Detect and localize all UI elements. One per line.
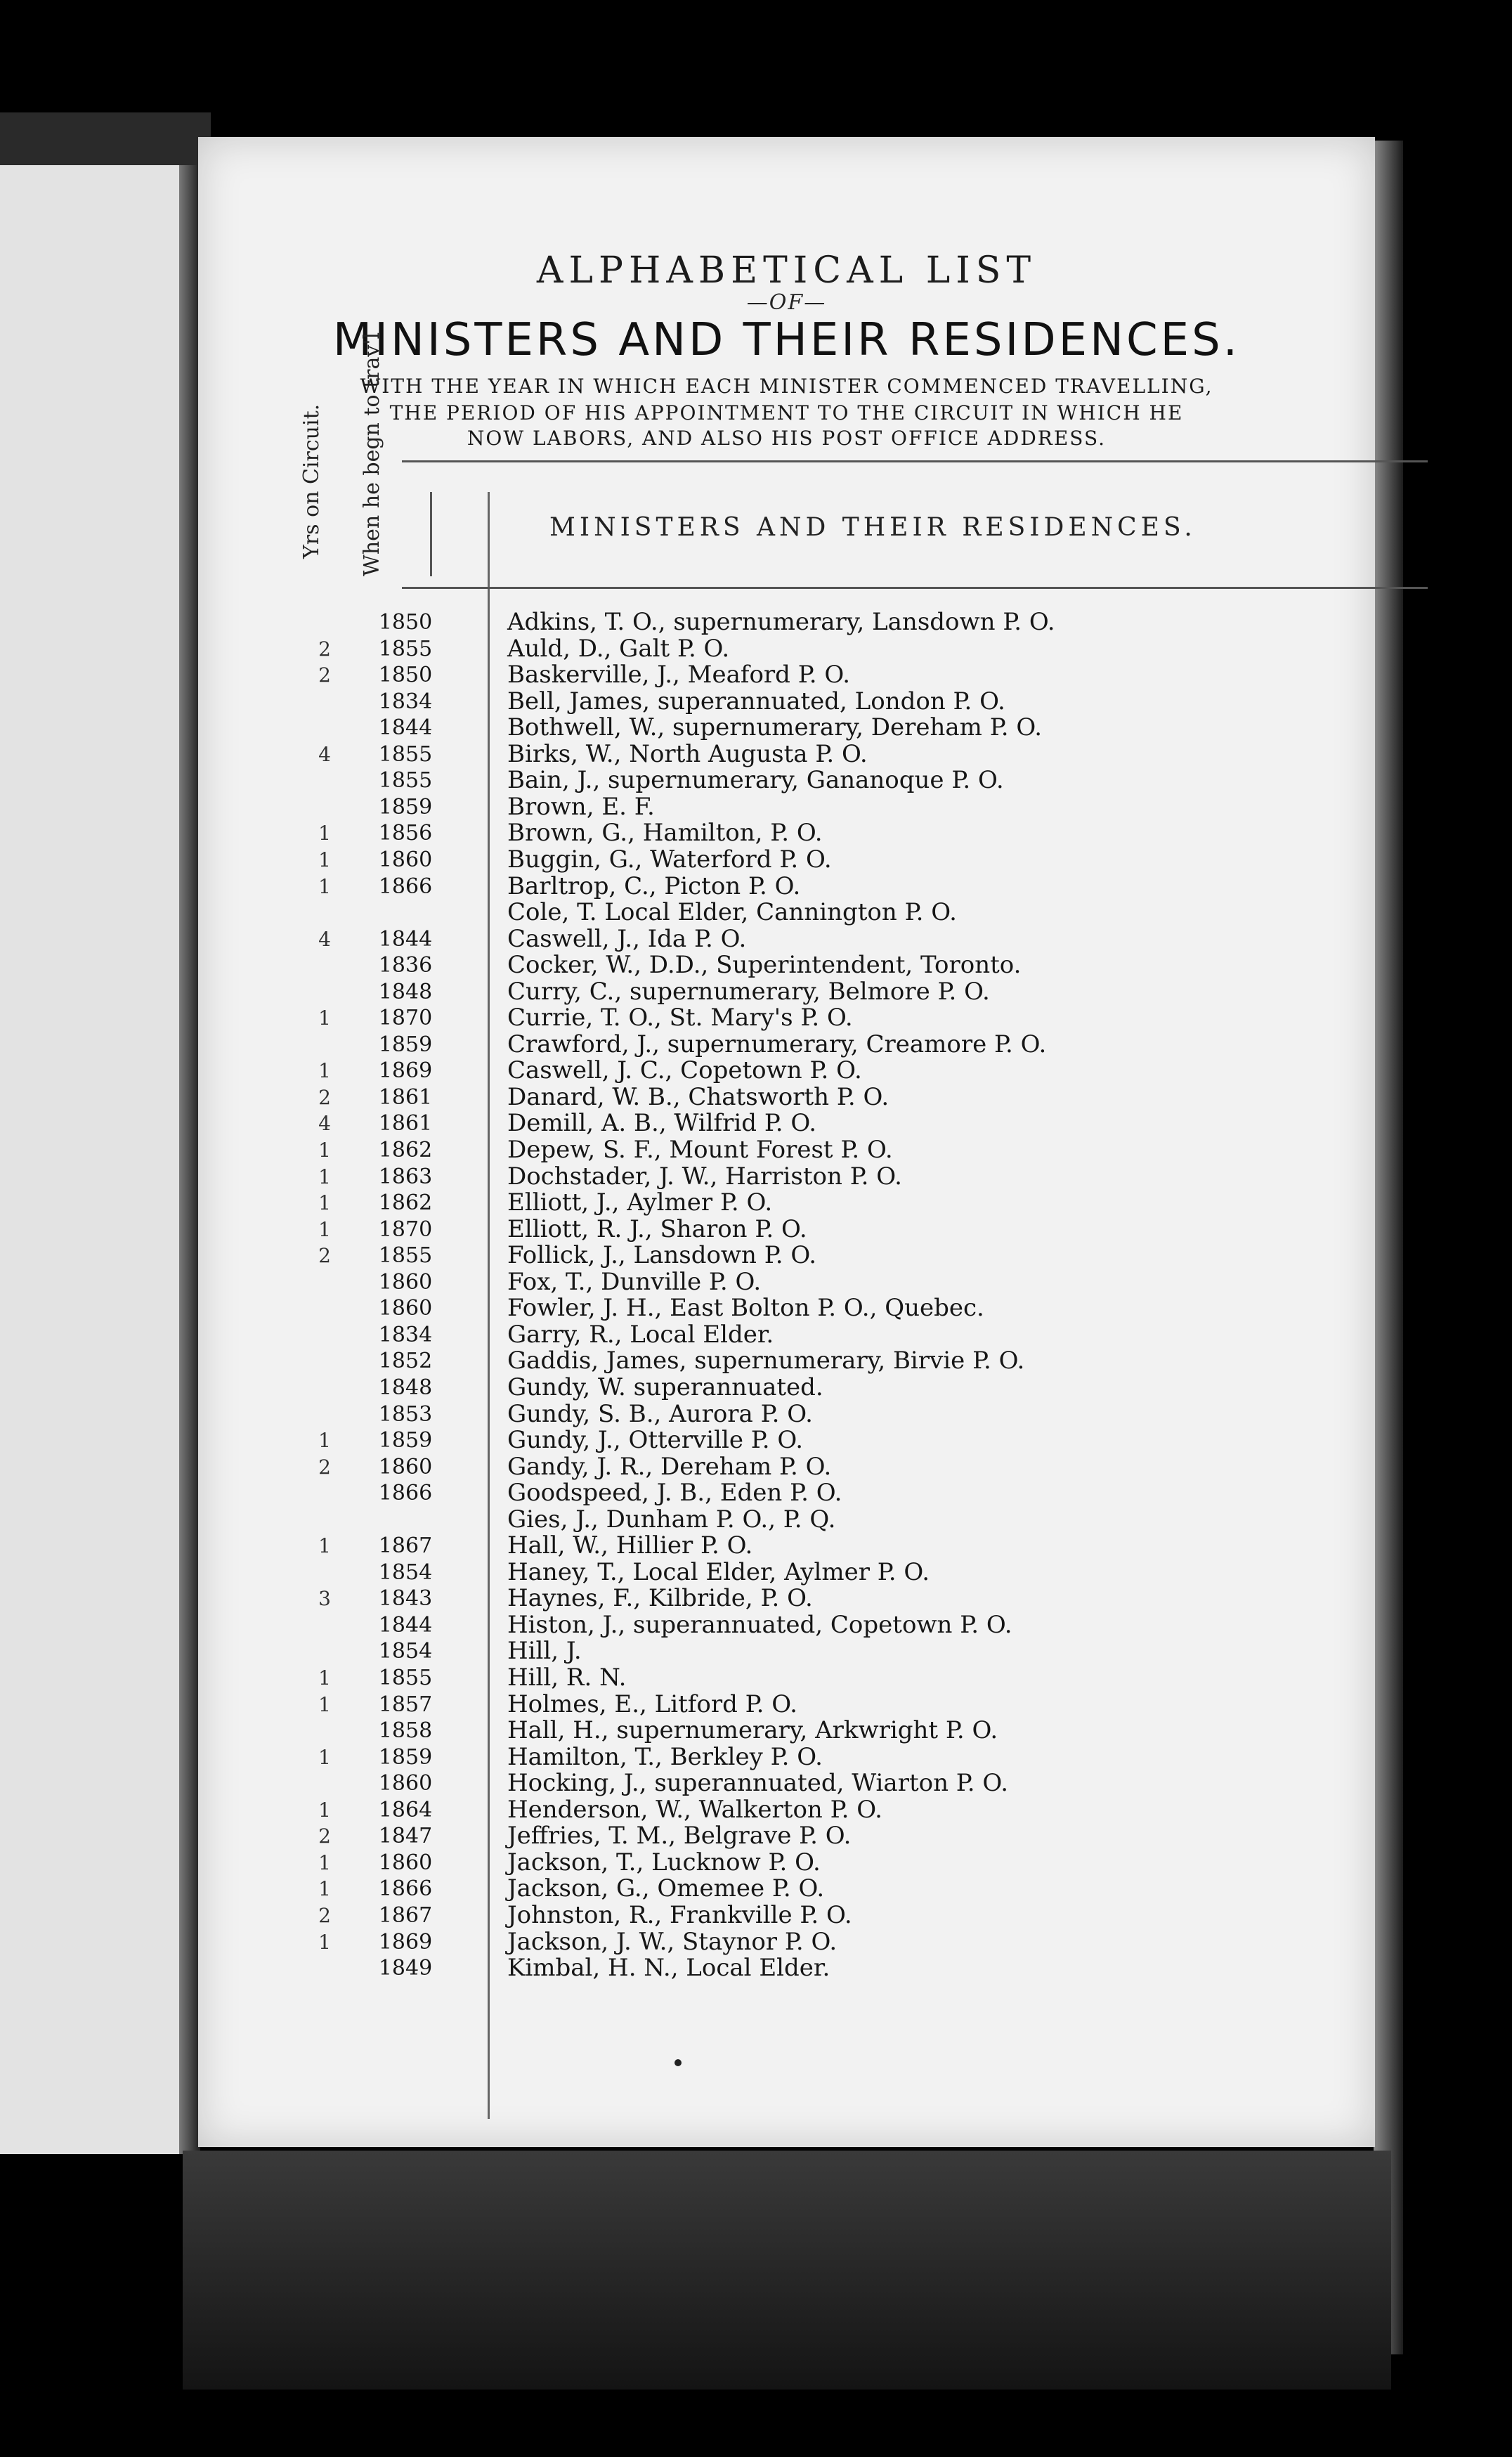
year-began-cell: 1854 [378, 1560, 433, 1585]
year-began-cell: 1860 [378, 1296, 433, 1321]
year-began-cell: 1859 [378, 794, 433, 819]
minister-entry-cell: Auld, D., Galt P. O. [507, 634, 730, 663]
subtitle-line-2: THE PERIOD OF HIS APPOINTMENT TO THE CIRCUIT IN WHICH HE [389, 401, 1184, 424]
table-row [198, 1058, 1375, 1084]
table-row [198, 1137, 1375, 1163]
page-edge-bottom [183, 2151, 1391, 2390]
book-spine [0, 112, 211, 165]
table-row [198, 1032, 1375, 1058]
year-began-cell: 1858 [378, 1718, 433, 1744]
minister-entry-cell: Dochstader, J. W., Harriston P. O. [507, 1162, 902, 1191]
year-began-cell: 1859 [378, 1428, 433, 1453]
page-title: MINISTERS AND THEIR RESIDENCES. [332, 314, 1241, 366]
table-row [198, 1612, 1375, 1638]
minister-entry-cell: Histon, J., superannuated, Copetown P. O. [507, 1610, 1012, 1639]
table-row [198, 636, 1375, 662]
minister-entry-cell: Gundy, S. B., Aurora P. O. [507, 1399, 813, 1428]
table-row [198, 662, 1375, 688]
yrs-on-circuit-cell: 1 [318, 1006, 331, 1030]
minister-entry-cell: Jeffries, T. M., Belgrave P. O. [507, 1822, 852, 1850]
minister-entry-cell: Jackson, J. W., Staynor P. O. [507, 1927, 838, 1956]
yrs-on-circuit-cell: 1 [318, 1059, 331, 1083]
minister-entry-cell: Bell, James, superannuated, London P. O. [507, 687, 1005, 715]
subtitle-line-1: WITH THE YEAR IN WHICH EACH MINISTER COMMENCED TRAVELLING, [360, 375, 1213, 398]
gutter-shadow [179, 165, 200, 2154]
year-began-cell: 1844 [378, 1612, 433, 1638]
table-row [198, 1322, 1375, 1348]
minister-entry-cell: Holmes, E., Litford P. O. [507, 1690, 797, 1718]
minister-entry-cell: Crawford, J., supernumerary, Creamore P. O. [507, 1030, 1047, 1058]
year-began-cell: 1852 [378, 1349, 433, 1374]
table-row [198, 1718, 1375, 1744]
minister-entry-cell: Follick, J., Lansdown P. O. [507, 1241, 817, 1270]
table-row [198, 715, 1375, 741]
table-row [198, 1533, 1375, 1559]
minister-entry-cell: Bain, J., supernumerary, Gananoque P. O. [507, 766, 1004, 795]
table-row [198, 1850, 1375, 1876]
table-row [198, 1269, 1375, 1295]
year-began-cell: 1850 [378, 663, 433, 688]
table-row [198, 1348, 1375, 1374]
page-edge-right [1374, 141, 1403, 2354]
table-row [198, 1823, 1375, 1849]
minister-entry-cell: Johnston, R., Frankville P. O. [507, 1900, 852, 1929]
table-row [198, 1164, 1375, 1190]
year-began-cell: 1862 [378, 1138, 433, 1162]
year-began-cell: 1862 [378, 1191, 433, 1216]
table-row [198, 1665, 1375, 1691]
minister-entry-cell: Depew, S. F., Mount Forest P. O. [507, 1136, 893, 1164]
minister-entry-cell: Birks, W., North Augusta P. O. [507, 739, 868, 768]
minister-entry-cell: Hill, J. [507, 1637, 582, 1666]
year-began-cell: 1855 [378, 1666, 433, 1690]
minister-entry-cell: Fowler, J. H., East Bolton P. O., Quebec. [507, 1294, 984, 1323]
year-began-cell: 1870 [378, 1217, 433, 1242]
minister-entry-cell: Curry, C., supernumerary, Belmore P. O. [507, 977, 990, 1006]
table-row [198, 1295, 1375, 1321]
minister-entry-cell: Haney, T., Local Elder, Aylmer P. O. [507, 1557, 930, 1586]
minister-entry-cell: Henderson, W., Walkerton P. O. [507, 1795, 882, 1824]
yrs-on-circuit-cell: 2 [318, 1824, 331, 1848]
minister-entry-cell: Caswell, J. C., Copetown P. O. [507, 1056, 862, 1085]
year-began-cell: 1844 [378, 715, 433, 741]
minister-entry-cell: Demill, A. B., Wilfrid P. O. [507, 1109, 817, 1138]
yrs-on-circuit-cell: 4 [318, 927, 331, 951]
year-began-cell: 1860 [378, 1269, 433, 1295]
year-began-cell: 1836 [378, 953, 433, 978]
table-row [198, 1876, 1375, 1902]
table-row [198, 952, 1375, 978]
table-row [198, 926, 1375, 952]
minister-entry-cell: Caswell, J., Ida P. O. [507, 924, 747, 953]
minister-entry-cell: Cole, T. Local Elder, Cannington P. O. [507, 898, 957, 927]
yrs-on-circuit-cell: 2 [318, 637, 331, 661]
table-row [198, 741, 1375, 767]
table-row [198, 1480, 1375, 1506]
yrs-on-circuit-cell: 1 [318, 1745, 331, 1769]
table-row [198, 820, 1375, 846]
minister-entry-cell: Baskerville, J., Meaford P. O. [507, 661, 851, 689]
yrs-on-circuit-cell: 1 [318, 1217, 331, 1241]
minister-entry-cell: Elliott, J., Aylmer P. O. [507, 1188, 773, 1217]
column-header-yrs-on-circuit: Yrs on Circuit. [299, 403, 324, 559]
minister-entry-cell: Hall, H., supernumerary, Arkwright P. O. [507, 1716, 998, 1745]
year-began-cell: 1855 [378, 741, 433, 767]
table-row [198, 1005, 1375, 1031]
year-began-cell: 1870 [378, 1006, 433, 1031]
table-row [198, 1454, 1375, 1480]
minister-entry-cell: Gaddis, James, supernumerary, Birvie P. O. [507, 1347, 1025, 1375]
yrs-on-circuit-cell: 2 [318, 1455, 331, 1479]
column-header-ministers: MINISTERS AND THEIR RESIDENCES. [549, 513, 1197, 542]
year-began-cell: 1843 [378, 1586, 433, 1612]
document-page [198, 137, 1375, 2147]
yrs-on-circuit-cell: 1 [318, 1692, 331, 1716]
year-began-cell: 1834 [378, 689, 433, 714]
table-row [198, 1401, 1375, 1427]
table-row [198, 1427, 1375, 1453]
table-row [198, 1744, 1375, 1770]
yrs-on-circuit-cell: 2 [318, 1903, 331, 1927]
table-row [198, 871, 1375, 900]
title-of: —OF— [746, 290, 827, 315]
yrs-on-circuit-cell: 2 [318, 1244, 331, 1268]
yrs-on-circuit-cell: 1 [318, 1139, 331, 1162]
column-header-when-began: When he begn to trav'l [360, 332, 384, 576]
year-began-cell: 1848 [378, 1375, 433, 1400]
table-row [198, 1586, 1375, 1612]
yrs-on-circuit-cell: 4 [318, 1112, 331, 1136]
yrs-on-circuit-cell: 1 [318, 874, 331, 898]
minister-entry-cell: Goodspeed, J. B., Eden P. O. [507, 1479, 842, 1508]
minister-entry-cell: Gandy, J. R., Dereham P. O. [507, 1452, 832, 1481]
minister-entry-cell: Jackson, T., Lucknow P. O. [507, 1848, 821, 1876]
minister-entry-cell: Fox, T., Dunville P. O. [507, 1267, 762, 1296]
yrs-on-circuit-cell: 2 [318, 1085, 331, 1109]
year-began-cell: 1834 [378, 1322, 433, 1347]
minister-entry-cell: Haynes, F., Kilbride, P. O. [507, 1584, 813, 1613]
year-began-cell: 1856 [378, 821, 433, 846]
table-row [198, 794, 1375, 820]
year-began-cell: 1859 [378, 1744, 433, 1770]
year-began-cell: 1847 [378, 1824, 433, 1849]
table-row [198, 900, 1375, 926]
minister-entry-cell: Hamilton, T., Berkley P. O. [507, 1742, 823, 1771]
table-row [198, 1638, 1375, 1664]
table-row [198, 1955, 1375, 1981]
year-began-cell: 1860 [378, 1771, 433, 1796]
minister-entry-cell: Hocking, J., superannuated, Wiarton P. O. [507, 1769, 1009, 1798]
table-row [198, 689, 1375, 715]
yrs-on-circuit-cell: 1 [318, 1850, 331, 1874]
minister-entry-cell: Gundy, J., Otterville P. O. [507, 1426, 804, 1455]
table-row [198, 1214, 1375, 1243]
year-began-cell: 1854 [378, 1639, 433, 1664]
year-began-cell: 1864 [378, 1797, 433, 1822]
table-row [198, 1507, 1375, 1533]
year-began-cell: 1867 [378, 1534, 433, 1559]
table-row [198, 1557, 1375, 1586]
year-began-cell: 1857 [378, 1692, 433, 1717]
year-began-cell: 1860 [378, 1454, 433, 1479]
yrs-on-circuit-cell: 1 [318, 1191, 331, 1215]
yrs-on-circuit-cell: 1 [318, 1930, 331, 1954]
table-row [198, 1797, 1375, 1823]
yrs-on-circuit-cell: 1 [318, 822, 331, 845]
minister-list [198, 137, 1375, 2147]
minister-entry-cell: Hill, R. N. [507, 1664, 627, 1692]
year-began-cell: 1860 [378, 847, 433, 872]
table-row [198, 1692, 1375, 1718]
yrs-on-circuit-cell: 3 [318, 1587, 331, 1611]
year-began-cell: 1850 [378, 610, 433, 635]
year-began-cell: 1860 [378, 1850, 433, 1875]
year-began-cell: 1866 [378, 874, 433, 899]
yrs-on-circuit-cell: 1 [318, 1534, 331, 1558]
year-began-cell: 1848 [378, 979, 433, 1004]
minister-entry-cell: Danard, W. B., Chatsworth P. O. [507, 1082, 889, 1111]
year-began-cell: 1855 [378, 636, 433, 661]
subtitle-line-3: NOW LABORS, AND ALSO HIS POST OFFICE ADDRESS. [467, 427, 1107, 450]
table-row [198, 979, 1375, 1005]
table-row [198, 1243, 1375, 1269]
minister-entry-cell: Buggin, G., Waterford P. O. [507, 845, 832, 874]
minister-entry-cell: Elliott, R. J., Sharon P. O. [507, 1214, 807, 1243]
minister-entry-cell: Garry, R., Local Elder. [507, 1320, 774, 1349]
minister-entry-cell: Bothwell, W., supernumerary, Dereham P. O. [507, 713, 1043, 742]
year-began-cell: 1869 [378, 1058, 433, 1084]
minister-entry-cell: Gies, J., Dunham P. O., P. Q. [507, 1505, 836, 1534]
yrs-on-circuit-cell: 1 [318, 1666, 331, 1690]
minister-entry-cell: Jackson, G., Omemee P. O. [507, 1874, 825, 1903]
yrs-on-circuit-cell: 1 [318, 848, 331, 871]
yrs-on-circuit-cell: 1 [318, 1798, 331, 1822]
table-row [198, 1902, 1375, 1928]
yrs-on-circuit-cell: 1 [318, 1429, 331, 1453]
year-began-cell: 1866 [378, 1481, 433, 1506]
minister-entry-cell: Kimbal, H. N., Local Elder. [507, 1954, 830, 1983]
yrs-on-circuit-cell: 1 [318, 1165, 331, 1188]
table-row [198, 609, 1375, 635]
page-mark [674, 2059, 682, 2066]
yrs-on-circuit-cell: 2 [318, 663, 331, 687]
minister-entry-cell: Cocker, W., D.D., Superintendent, Toronto. [507, 951, 1022, 980]
minister-entry-cell: Hall, W., Hillier P. O. [507, 1531, 753, 1560]
table-row [198, 1770, 1375, 1796]
year-began-cell: 1853 [378, 1401, 433, 1427]
year-began-cell: 1867 [378, 1902, 433, 1928]
minister-entry-cell: Adkins, T. O., supernumerary, Lansdown P. O. [507, 608, 1055, 636]
table-row [198, 847, 1375, 873]
title-alphabetical-list: ALPHABETICAL LIST [536, 249, 1037, 292]
table-row [198, 1190, 1375, 1216]
year-began-cell: 1859 [378, 1032, 433, 1057]
table-row [198, 767, 1375, 793]
year-began-cell: 1869 [378, 1929, 433, 1954]
year-began-cell: 1863 [378, 1164, 433, 1189]
year-began-cell: 1855 [378, 1243, 433, 1269]
table-row [198, 1084, 1375, 1110]
year-began-cell: 1866 [378, 1876, 433, 1902]
year-began-cell: 1855 [378, 768, 433, 793]
minister-entry-cell: Gundy, W. superannuated. [507, 1373, 823, 1401]
yrs-on-circuit-cell: 1 [318, 1877, 331, 1901]
minister-entry-cell: Currie, T. O., St. Mary's P. O. [507, 1004, 853, 1032]
minister-entry-cell: Barltrop, C., Picton P. O. [507, 871, 801, 900]
year-began-cell: 1861 [378, 1084, 433, 1110]
left-facing-page [0, 165, 193, 2154]
table-row [198, 1929, 1375, 1955]
minister-entry-cell: Brown, G., Hamilton, P. O. [507, 819, 823, 848]
minister-entry-cell: Brown, E. F. [507, 792, 655, 821]
yrs-on-circuit-cell: 4 [318, 742, 331, 766]
year-began-cell: 1844 [378, 926, 433, 952]
table-row [198, 1375, 1375, 1401]
year-began-cell: 1849 [378, 1956, 433, 1981]
table-row [198, 1110, 1375, 1136]
year-began-cell: 1861 [378, 1111, 433, 1136]
